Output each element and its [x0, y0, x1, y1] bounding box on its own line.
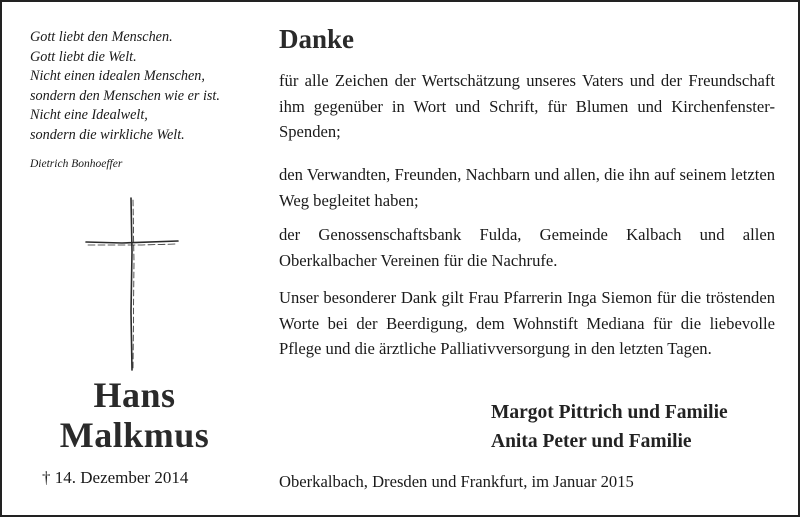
- cross-icon: [82, 192, 182, 372]
- quote-line: Gott liebt die Welt.: [30, 48, 137, 65]
- quote-line: Gott liebt den Menschen.: [30, 29, 173, 45]
- death-date: † 14. Dezember 2014: [42, 468, 189, 487]
- quote-author: Dietrich Bonhoeffer: [30, 158, 123, 170]
- right-column: [275, 2, 785, 515]
- signature-line: Anita Peter und Familie: [491, 431, 692, 452]
- thanks-heading: Danke: [279, 24, 355, 54]
- place-and-date: Oberkalbach, Dresden und Frankfurt, im Januar 2015: [279, 472, 634, 491]
- quote-line: Nicht einen idealen Menschen,: [30, 68, 205, 85]
- thanks-paragraph: Unser besonderer Dank gilt Frau Pfarrerin Inga Siemon für die tröstenden Worte bei der Beerdigung, dem Wohnstift Mediana für die liebevolle Pflege und die ärztliche Palliativversorgung in den letzten Tagen.: [279, 288, 775, 358]
- quote-line: Nicht eine Idealwelt,: [30, 107, 148, 124]
- signature-line: Margot Pittrich und Familie: [491, 402, 728, 423]
- left-column: [2, 2, 264, 515]
- deceased-first-name: Hans: [93, 375, 176, 415]
- thanks-paragraph: den Verwandten, Freunden, Nachbarn und allen, die ihn auf seinem letzten Weg begleitet haben;: [279, 165, 775, 210]
- thanks-paragraph: der Genossenschaftsbank Fulda, Gemeinde Kalbach und allen Oberkalbacher Vereinen für die Nachrufe.: [279, 225, 775, 270]
- quote-line: sondern die wirkliche Welt.: [30, 126, 185, 143]
- deceased-last-name: Malkmus: [59, 415, 210, 455]
- thanks-paragraph: für alle Zeichen der Wertschätzung unseres Vaters und der Freundschaft ihm gegenüber in Wort und Schrift, für Blumen und Kirchenfenster-Spenden;: [279, 71, 775, 141]
- quote-line: sondern den Menschen wie er ist.: [30, 87, 220, 104]
- bonhoeffer-quote: [30, 28, 262, 146]
